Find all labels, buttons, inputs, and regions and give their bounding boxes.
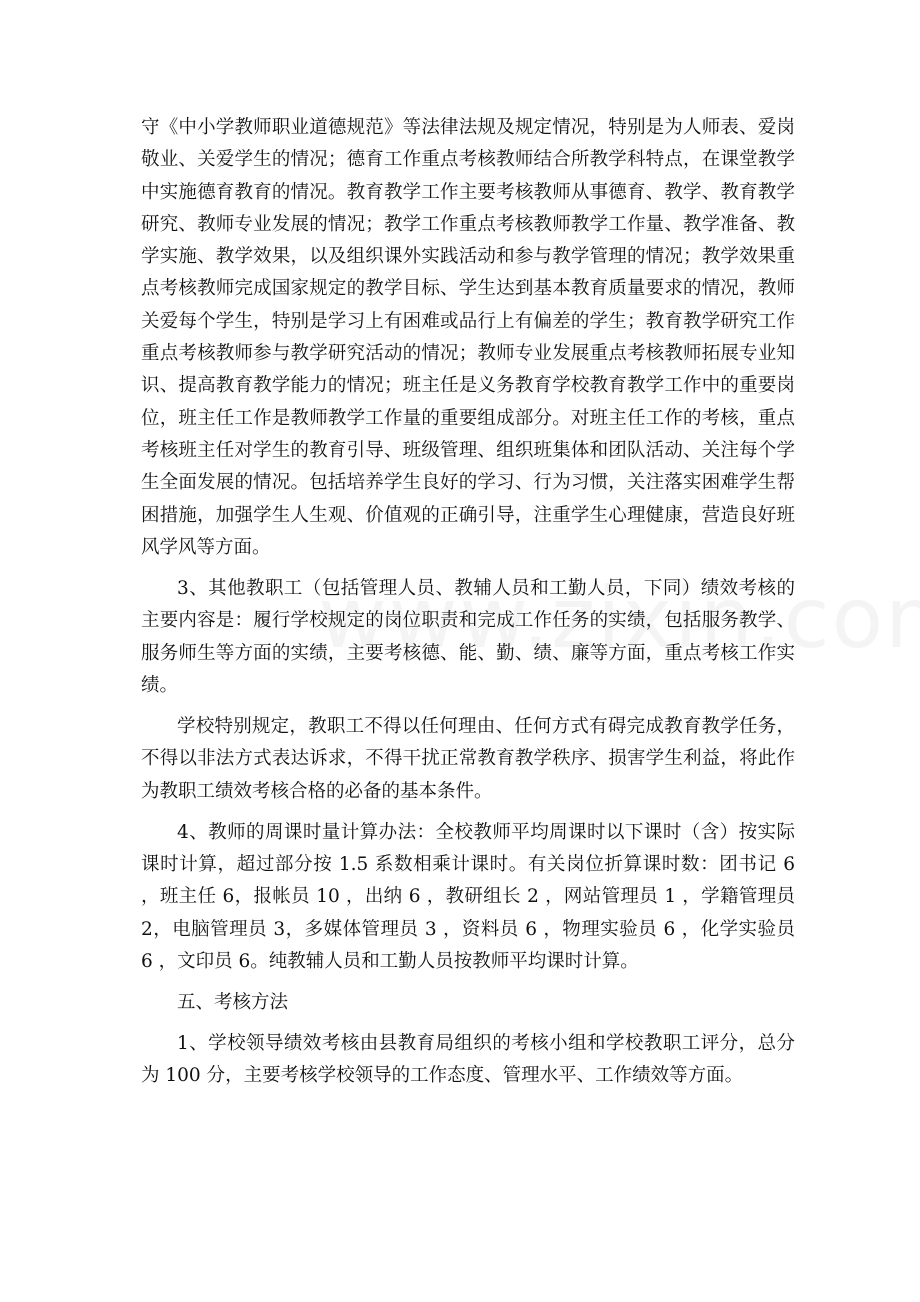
paragraph-weekly-class-hours: 4、教师的周课时量计算办法：全校教师平均周课时以下课时（含）按实际课时计算，超过部分按 1.5 系数相乘计课时。有关岗位折算课时数：团书记 6 ，班主任 6，报帐员 10 ，出纳 6 ，教研组长 2 ，网站管理员 1 ，学籍管理员 2，电脑管理员 3，多媒体管理员 3 ，资料员 6 ，物理实验员 6 ，化学实验员 6 ，文印员 6。纯教辅人员和工勤人员按教师平均课时计算。	[141, 821, 795, 972]
paragraph-leadership-assessment: 1、学校领导绩效考核由县教育局组织的考核小组和学校教职工评分，总分为 100 分，主要考核学校领导的工作态度、管理水平、工作绩效等方面。	[141, 1033, 795, 1087]
paragraph-special-provision: 学校特别规定，教职工不得以任何理由、任何方式有碍完成教育教学任务，不得以非法方式表达诉求，不得干扰正常教育教学秩序、损害学生利益，将此作为教职工绩效考核合格的必备的基本条件。	[141, 715, 795, 802]
paragraph-other-staff-assessment: 3、其他教职工（包括管理人员、教辅人员和工勤人员，下同）绩效考核的主要内容是：履行学校规定的岗位职责和完成工作任务的实绩，包括服务教学、服务师生等方面的实绩，主要考核德、能、勤、绩、廉等方面，重点考核工作实绩。	[141, 577, 795, 696]
document-body	[141, 112, 795, 1101]
section-heading-assessment-method: 五、考核方法	[177, 991, 289, 1013]
paragraph-teacher-assessment-content: 守《中小学教师职业道德规范》等法律法规及规定情况，特别是为人师表、爱岗敬业、关爱学生的情况；德育工作重点考核教师结合所教学科特点，在课堂教学中实施德育教育的情况。教育教学工作主要考核教师从事德育、教学、教育教学研究、教师专业发展的情况；教学工作重点考核教师教学工作量、教学准备、教学实施、教学效果，以及组织课外实践活动和参与教学管理的情况；教学效果重点考核教师完成国家规定的教学目标、学生达到基本教育质量要求的情况，教师关爱每个学生，特别是学习上有困难或品行上有偏差的学生；教育教学研究工作重点考核教师参与教学研究活动的情况；教师专业发展重点考核教师拓展专业知识、提高教育教学能力的情况；班主任是义务教育学校教育教学工作中的重要岗位，班主任工作是教师教学工作量的重要组成部分。对班主任工作的考核，重点考核班主任对学生的教育引导、班级管理、组织班集体和团队活动、关注每个学生全面发展的情况。包括培养学生良好的学习、行为习惯，关注落实困难学生帮困措施，加强学生人生观、价值观的正确引导，注重学生心理健康，营造良好班风学风等方面。	[141, 117, 795, 558]
